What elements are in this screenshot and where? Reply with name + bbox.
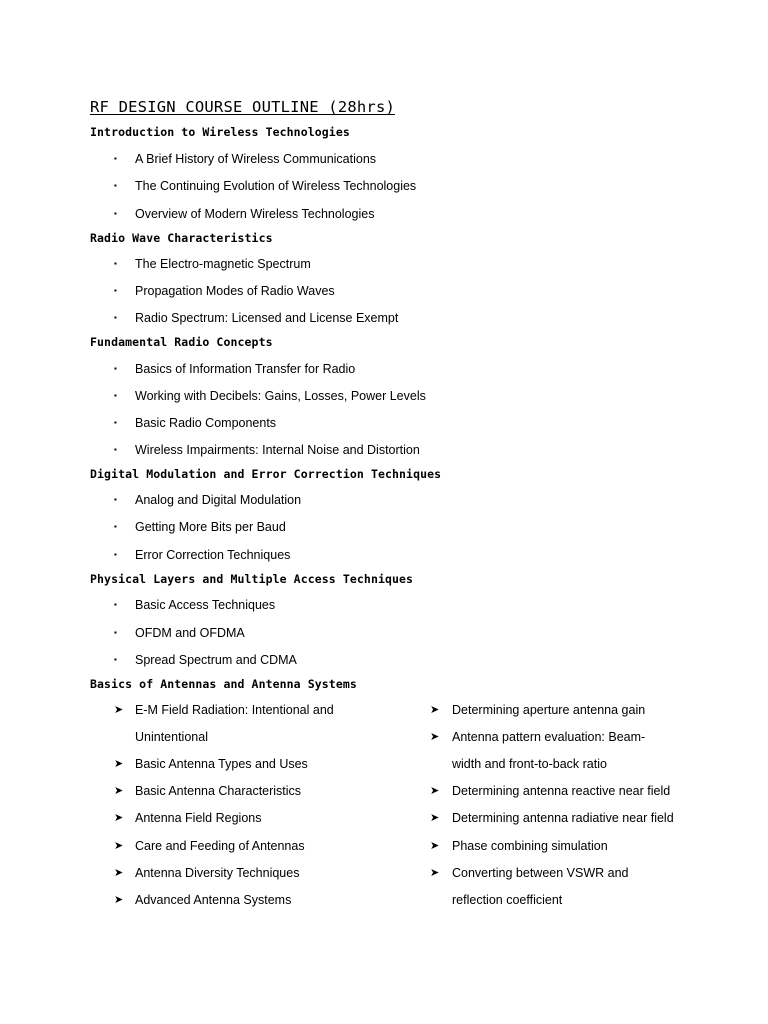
list-item-text: Basic Radio Components xyxy=(135,416,277,430)
list-item-text: E-M Field Radiation: Intentional and xyxy=(135,703,334,717)
arrow-bullet-icon: ➤ xyxy=(114,867,124,879)
document-title: RF DESIGN COURSE OUTLINE (28hrs) xyxy=(90,98,396,116)
arrow-bullet-icon: ➤ xyxy=(430,812,440,824)
list-item-text: Phase combining simulation xyxy=(452,839,608,853)
list-item-text: Determining aperture antenna gain xyxy=(452,703,646,717)
square-bullet-icon: ▪ xyxy=(114,628,117,637)
list-item-continuation: Unintentional xyxy=(135,730,208,744)
square-bullet-icon: ▪ xyxy=(114,655,117,664)
list-item-text: Advanced Antenna Systems xyxy=(135,893,292,907)
arrow-bullet-icon: ➤ xyxy=(114,758,124,770)
list-item-text: The Electro-magnetic Spectrum xyxy=(135,257,311,271)
list-item-text: Analog and Digital Modulation xyxy=(135,493,302,507)
list-item-text: Determining antenna reactive near field xyxy=(452,784,671,798)
arrow-bullet-icon: ➤ xyxy=(114,704,124,716)
square-bullet-icon: ▪ xyxy=(114,550,117,559)
arrow-bullet-icon: ➤ xyxy=(430,704,440,716)
square-bullet-icon: ▪ xyxy=(114,445,117,454)
section-heading: Fundamental Radio Concepts xyxy=(90,335,273,349)
list-item-text: Antenna Diversity Techniques xyxy=(135,866,300,880)
list-item-text: Wireless Impairments: Internal Noise and Distortion xyxy=(135,443,420,457)
square-bullet-icon: ▪ xyxy=(114,522,117,531)
list-item-text: Basic Antenna Characteristics xyxy=(135,784,302,798)
square-bullet-icon: ▪ xyxy=(114,600,117,609)
section-heading: Basics of Antennas and Antenna Systems xyxy=(90,677,357,691)
arrow-bullet-icon: ➤ xyxy=(114,785,124,797)
list-item-text: Determining antenna radiative near field xyxy=(452,811,674,825)
section-heading: Digital Modulation and Error Correction Techniques xyxy=(90,467,442,481)
list-item-text: Spread Spectrum and CDMA xyxy=(135,653,297,667)
arrow-bullet-icon: ➤ xyxy=(114,840,124,852)
square-bullet-icon: ▪ xyxy=(114,391,117,400)
list-item-text: Converting between VSWR and xyxy=(452,866,629,880)
arrow-bullet-icon: ➤ xyxy=(114,894,124,906)
list-item-continuation: reflection coefficient xyxy=(452,893,563,907)
list-item-text: Overview of Modern Wireless Technologies xyxy=(135,207,375,221)
list-item-text: The Continuing Evolution of Wireless Technologies xyxy=(135,179,417,193)
list-item-text: Error Correction Techniques xyxy=(135,548,291,562)
list-item-text: Basic Access Techniques xyxy=(135,598,276,612)
section-heading: Physical Layers and Multiple Access Techniques xyxy=(90,572,414,586)
arrow-bullet-icon: ➤ xyxy=(430,840,440,852)
list-item-continuation: width and front-to-back ratio xyxy=(452,757,607,771)
square-bullet-icon: ▪ xyxy=(114,313,117,322)
arrow-bullet-icon: ➤ xyxy=(114,812,124,824)
square-bullet-icon: ▪ xyxy=(114,209,117,218)
list-item-text: Antenna pattern evaluation: Beam- xyxy=(452,730,646,744)
square-bullet-icon: ▪ xyxy=(114,181,117,190)
section-heading: Radio Wave Characteristics xyxy=(90,231,273,245)
square-bullet-icon: ▪ xyxy=(114,364,117,373)
square-bullet-icon: ▪ xyxy=(114,418,117,427)
list-item-text: Radio Spectrum: Licensed and License Exempt xyxy=(135,311,399,325)
list-item-text: Basic Antenna Types and Uses xyxy=(135,757,308,771)
list-item-text: Getting More Bits per Baud xyxy=(135,520,286,534)
arrow-bullet-icon: ➤ xyxy=(430,785,440,797)
square-bullet-icon: ▪ xyxy=(114,259,117,268)
square-bullet-icon: ▪ xyxy=(114,495,117,504)
list-item-text: A Brief History of Wireless Communications xyxy=(135,152,377,166)
section-heading: Introduction to Wireless Technologies xyxy=(90,125,350,139)
list-item-text: Antenna Field Regions xyxy=(135,811,262,825)
list-item-text: Care and Feeding of Antennas xyxy=(135,839,305,853)
arrow-bullet-icon: ➤ xyxy=(430,867,440,879)
list-item-text: Basics of Information Transfer for Radio xyxy=(135,362,356,376)
list-item-text: Working with Decibels: Gains, Losses, Power Levels xyxy=(135,389,426,403)
square-bullet-icon: ▪ xyxy=(114,286,117,295)
list-item-text: Propagation Modes of Radio Waves xyxy=(135,284,335,298)
square-bullet-icon: ▪ xyxy=(114,154,117,163)
list-item-text: OFDM and OFDMA xyxy=(135,626,245,640)
arrow-bullet-icon: ➤ xyxy=(430,731,440,743)
